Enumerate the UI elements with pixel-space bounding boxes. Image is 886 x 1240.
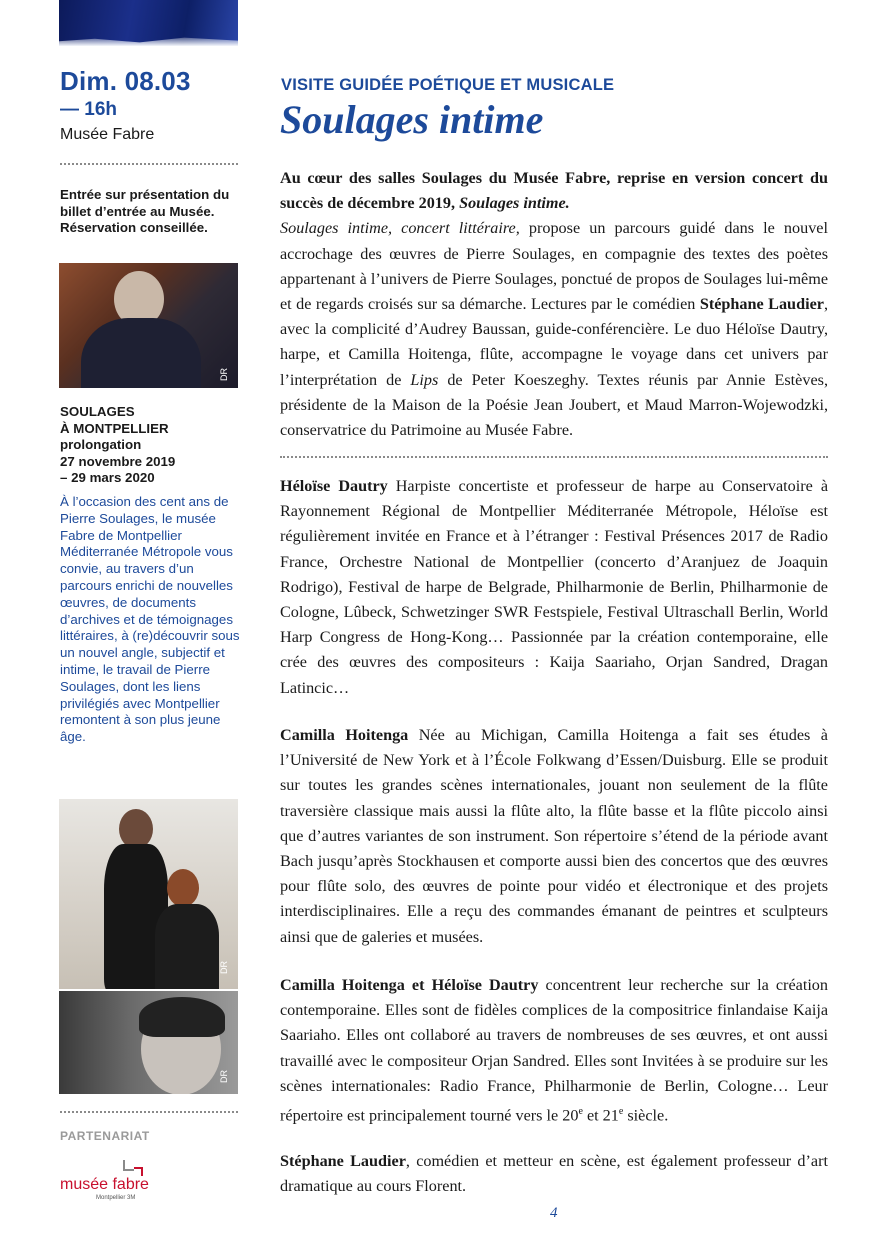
intro-text: propose un parcours guidé dans le nouvel accrochage des œuvres de Pierre Soulages, en compagnie des textes des poètes appartenant à l’univers de Pierre Soulages, ponctué de propos de Soulages lui-même et de regards croisés sur sa démarche. Lectures par le comédien <box>280 219 828 314</box>
partner-label: PARTENARIAT <box>60 1129 150 1143</box>
intro-text: , avec la complicité d’Audrey Baussan, guide-conférencière. Le duo Héloïse Dautry, harpe, et Camilla Hoitenga, flûte, accompagne le voyage dans cet univers par l’interprétation de <box>280 295 828 389</box>
musee-fabre-logo <box>60 1158 190 1204</box>
bio-name: Héloïse Dautry <box>280 477 388 495</box>
portrait-stephane-laudier <box>59 991 238 1094</box>
event-venue: Musée Fabre <box>60 126 155 143</box>
logo-mark-icon <box>118 1158 148 1178</box>
photo-credit: DR <box>219 1070 229 1083</box>
page-number: 4 <box>550 1205 558 1221</box>
exhibition-title-line: prolongation <box>60 437 142 452</box>
photo-credit: DR <box>219 368 229 381</box>
bio-heloise <box>280 474 828 701</box>
bio-duo <box>280 973 828 1129</box>
portrait-duo <box>59 799 238 989</box>
exhibition-title-line: 27 novembre 2019 <box>60 453 176 469</box>
exhibition-title <box>60 404 240 487</box>
event-date: Dim. 08.03 <box>60 66 191 96</box>
bio-text: Née au Michigan, Camilla Hoitenga a fait ses études à l’Université de New York et à l’École Folkwang d’Essen/Duisburg. Elle se produit sur toutes les grandes scènes internationales, jouant non seulement de la flûte traversière classique mais aussi la flûte alto, la flûte basse et la flûte piccolo ainsi que d’autres variantes de son instrument. Son répertoire s’étend de la période avant Bach jusqu’après Stockhausen et comporte aussi bien des concertos que des œuvres pour flûte solo, des œuvres de pointe pour vidéo et électronique et des projets interdisciplinaires. Elle a reçu des commandes émanant de peintres et sculpteurs ainsi que de galeries et musées. <box>280 726 828 946</box>
photo-credit: DR <box>219 961 229 974</box>
bio-text: concentrent leur recherche sur la création contemporaine. Elles sont de fidèles complices de la compositrice finlandaise Kaija Saariaho. Elles ont collaboré au travers de nombreuses de ses œuvres, et ont aussi travaillé avec le compositeur Orjan Sandred. Elles sont Invitées à se produire sur les scènes internationales: Radio France, Philharmonie de Berlin, Cologne… Leur répertoire est principalement tourné vers le 20 <box>280 976 828 1125</box>
section-kicker: VISITE GUIDÉE POÉTIQUE ET MUSICALE <box>281 76 615 94</box>
bio-text: Harpiste concertiste et professeur de harpe au Conservatoire à Rayonnement Régional de Montpellier Méditerranée Métropole, Héloïse est régulièrement invitée en France et à l’étranger : Festival Présences 2017 de Radio France, Orchestre National de Montpellier (concerto d’Aranjuez de Joaquin Rodrigo), Festival de harpe de Belgrade, Philharmonie de Berlin, Philharmonie de Cologne, Lûbeck, Schwetzinger SWR Festspiele, Festival Ultraschall Berlin, World Harp Congress de Hong-Kong… Passionnée par la création contemporaine, elle crée des œuvres des compositeurs : Kaija Saariaho, Orjan Sandred, Dragan Latincic… <box>280 477 829 697</box>
bio-text: , comédien et metteur en scène, est également professeur d’art dramatique au cours Florent. <box>280 1152 828 1196</box>
dotted-divider <box>60 163 238 165</box>
bio-name: Camilla Hoitenga <box>280 726 409 744</box>
bio-camilla <box>280 723 828 950</box>
intro-italic-open: Soulages intime, concert littéraire, <box>280 219 520 238</box>
bio-text: et 21 <box>582 1106 619 1125</box>
bio-name: Camilla Hoitenga et Héloïse Dautry <box>280 976 539 994</box>
hair-shape <box>139 997 225 1037</box>
face-shape <box>167 869 199 907</box>
dotted-divider <box>60 1111 238 1113</box>
face-shape <box>119 809 153 849</box>
intro-bold-name: Stéphane Laudier <box>699 295 824 314</box>
bio-text: siècle. <box>623 1106 669 1125</box>
intro-lead: Au cœur des salles Soulages du Musée Fabre, reprise en version concert du succès de décembre 2019, <box>280 169 828 213</box>
superscript: e <box>618 1106 624 1118</box>
bio-name: Stéphane Laudier <box>280 1152 406 1170</box>
exhibition-title-line: SOULAGES <box>60 404 135 419</box>
portrait-pierre-soulages <box>59 263 238 388</box>
artwork-image <box>59 0 238 46</box>
body-shape <box>81 318 201 388</box>
intro-italic-work: Lips <box>410 370 439 389</box>
exhibition-title-line: À MONTPELLIER <box>60 420 169 436</box>
intro-paragraph <box>280 166 828 443</box>
superscript: e <box>578 1106 583 1118</box>
exhibition-description: À l’occasion des cent ans de Pierre Soulages, le musée Fabre de Montpellier Méditerranée Métropole vous convie, au travers d’un parcours enrichi de nouvelles œuvres, de documents d’archives et de témoignages littéraires, à (re)découvrir sous un nouvel angle, subjectif et intime, le travail de Pierre Soulages, dont les liens privilégiés avec Montpellier remontent à son plus jeune âge. <box>60 494 240 745</box>
logo-subtitle: Montpellier 3M <box>96 1195 136 1201</box>
page-title: Soulages intime <box>280 97 544 142</box>
logo-text: musée fabre <box>60 1176 149 1193</box>
intro-text: de Peter Koeszeghy. Textes réunis par Annie Estèves, présidente de la Maison de la Poésie Jean Joubert, et Maud Marron-Wojewodzki, conservatrice du Patrimoine au Musée Fabre. <box>280 370 828 440</box>
event-time: — 16h <box>60 99 118 120</box>
dotted-divider <box>280 456 828 458</box>
bio-stephane <box>280 1149 828 1199</box>
entry-note: Entrée sur présentation du billet d’entrée au Musée. Réservation conseillée. <box>60 187 230 235</box>
body-shape <box>155 904 219 989</box>
intro-lead-italic: Soulages intime. <box>459 194 570 213</box>
exhibition-title-line: – 29 mars 2020 <box>60 470 155 485</box>
